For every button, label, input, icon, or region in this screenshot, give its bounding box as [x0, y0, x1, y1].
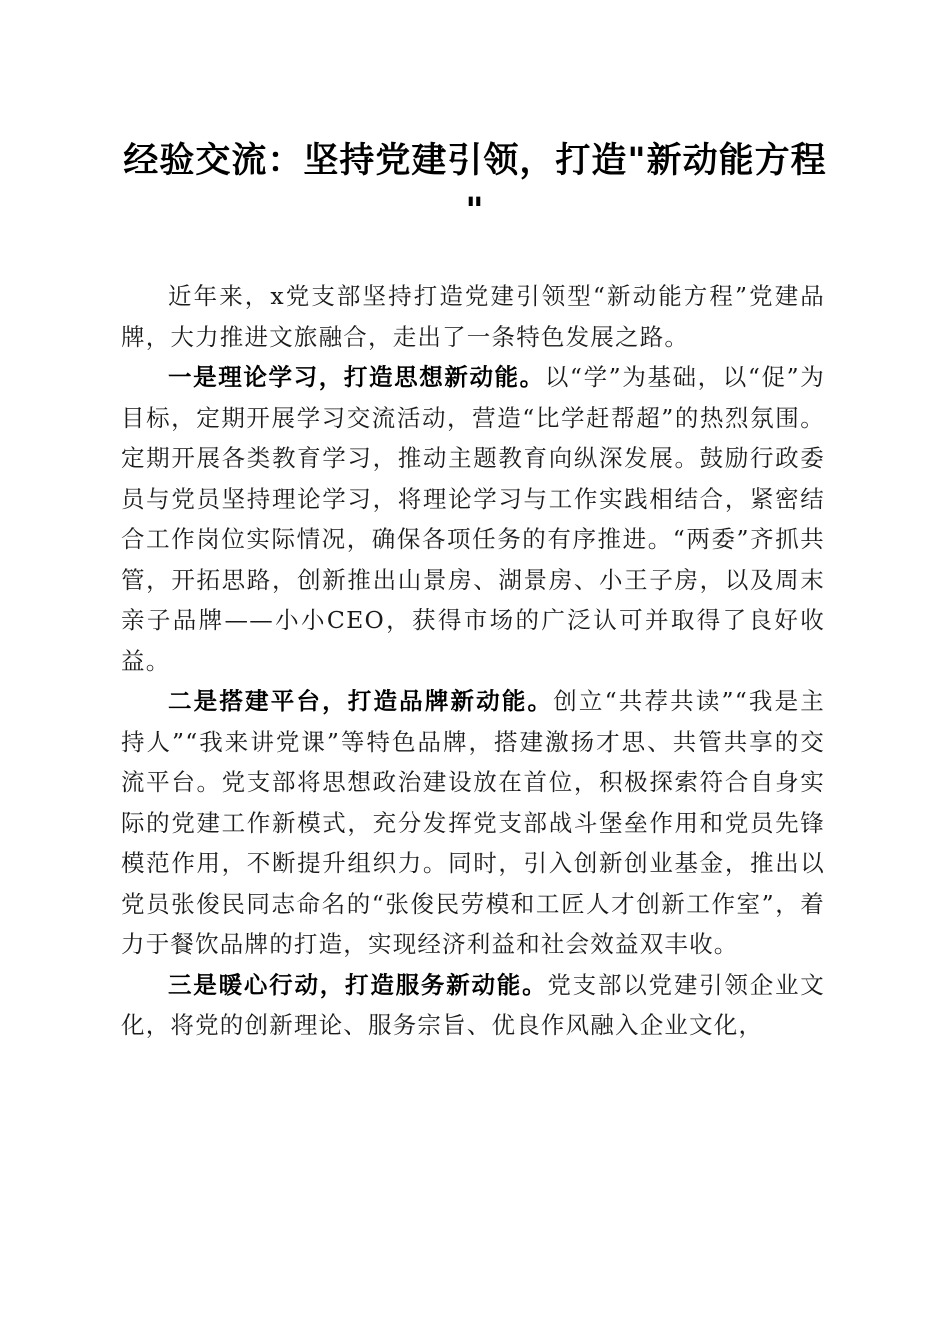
document-body: [121, 276, 825, 1046]
title-line-2: ": [465, 190, 485, 231]
paragraph-lead: 二是搭建平台，打造品牌新动能。: [168, 687, 554, 715]
document-title: [118, 136, 832, 236]
paragraph-lead: 三是暖心行动，打造服务新动能。: [168, 970, 548, 999]
paragraph-text: 创立“共荐共读”“我是主持人”“我来讲党课”等特色品牌，搭建激扬才思、共管共享的交流平台。党支部将思想政治建设放在首位，积极探索符合自身实际的党建工作新模式，充分发挥党支部战斗堡垒作用和党员先锋模范作用，不断提升组织力。同时，引入创新创业基金，推出以党员张俊民同志命名的“张俊民劳模和工匠人才创新工作室”，着力于餐饮品牌的打造，实现经济利益和社会效益双丰收。: [121, 687, 825, 958]
paragraph-intro: [121, 276, 825, 357]
paragraph-theory-study: [121, 357, 825, 681]
paragraph-text: 党支部以党建引领企业文化，将党的创新理论、服务宗旨、优良作风融入企业文化，: [121, 970, 826, 1039]
paragraph-build-platform: [121, 681, 825, 965]
paragraph-text: 近年来，x党支部坚持打造党建引领型“新动能方程”党建品牌，大力推进文旅融合，走出了一条特色发展之路。: [121, 282, 825, 351]
title-line-1: 经验交流：坚持党建引领，打造"新动能方程: [123, 140, 827, 181]
paragraph-lead: 一是理论学习，打造思想新动能。: [168, 363, 545, 391]
paragraph-warm-action: [121, 965, 825, 1046]
paragraph-text: 以“学”为基础，以“促”为目标，定期开展学习交流活动，营造“比学赶帮超”的热烈氛围。定期开展各类教育学习，推动主题教育向纵深发展。鼓励行政委员与党员坚持理论学习，将理论学习与工作实践相结合，紧密结合工作岗位实际情况，确保各项任务的有序推进。“两委”齐抓共管，开拓思路，创新推出山景房、湖景房、小王子房，以及周末亲子品牌——小小CEO，获得市场的广泛认可并取得了良好收益。: [121, 363, 826, 675]
